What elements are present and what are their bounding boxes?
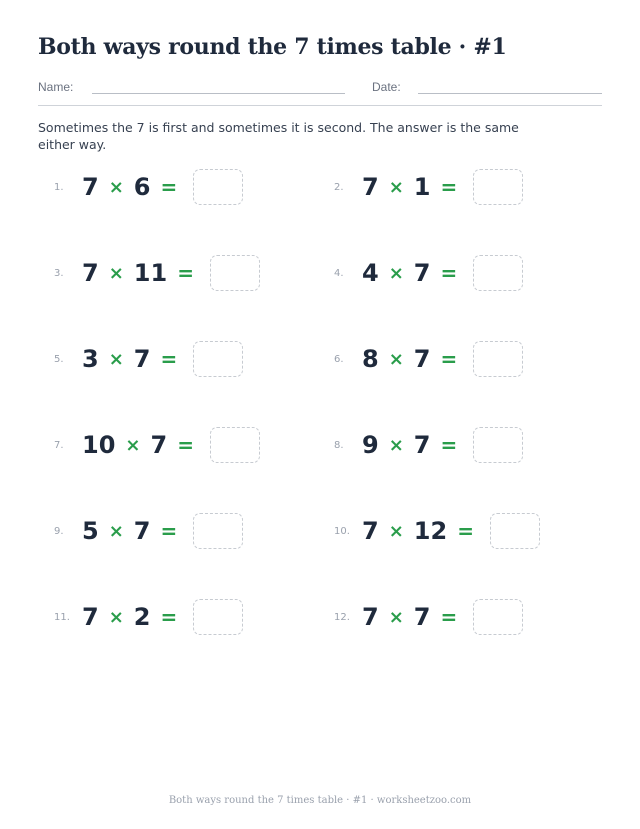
equals-sign: = (440, 433, 458, 457)
first-factor: 7 (82, 173, 99, 201)
answer-box[interactable] (193, 599, 243, 635)
times-sign: × (108, 262, 124, 284)
answer-box[interactable] (210, 427, 260, 463)
problem-item (334, 340, 523, 378)
second-factor: 12 (413, 517, 448, 545)
instructions: Sometimes the 7 is first and sometimes it is second. The answer is the same either way. (38, 120, 519, 152)
problem-number: 11. (54, 611, 70, 623)
problem-number: 10. (334, 525, 350, 537)
second-factor: 2 (133, 603, 151, 631)
times-sign: × (388, 262, 404, 284)
problem-item (54, 426, 260, 464)
times-sign: × (388, 176, 404, 198)
answer-box[interactable] (210, 255, 260, 291)
first-factor: 10 (82, 431, 116, 459)
equals-sign: = (177, 261, 194, 285)
second-factor: 7 (133, 345, 151, 373)
problem-item (54, 254, 260, 292)
second-factor: 11 (133, 259, 168, 287)
equals-sign: = (160, 175, 178, 199)
second-factor: 7 (150, 431, 168, 459)
equals-sign: = (440, 261, 458, 285)
first-factor: 7 (362, 603, 379, 631)
problem-item (54, 512, 243, 550)
times-sign: × (108, 606, 124, 628)
date-field[interactable] (418, 93, 602, 94)
first-factor: 4 (362, 259, 379, 287)
problem-number: 5. (54, 353, 64, 365)
name-field[interactable] (92, 93, 345, 94)
problem-number: 6. (334, 353, 344, 365)
name-label: Name: (38, 80, 74, 94)
problem-item (334, 254, 523, 292)
first-factor: 7 (82, 603, 99, 631)
second-factor: 7 (413, 431, 431, 459)
second-factor: 7 (413, 345, 431, 373)
answer-box[interactable] (473, 427, 523, 463)
times-sign: × (108, 176, 124, 198)
second-factor: 7 (133, 517, 151, 545)
page-footer: Both ways round the 7 times table · #1 · worksheetzoo.com (168, 795, 472, 806)
answer-box[interactable] (473, 169, 523, 205)
first-factor: 5 (82, 517, 99, 545)
equals-sign: = (177, 433, 194, 457)
first-factor: 7 (82, 259, 99, 287)
problem-item (334, 168, 523, 206)
problem-number: 3. (54, 267, 64, 279)
answer-box[interactable] (473, 341, 523, 377)
first-factor: 7 (362, 173, 379, 201)
equals-sign: = (160, 519, 178, 543)
first-factor: 7 (362, 517, 379, 545)
second-factor: 7 (413, 603, 431, 631)
times-sign: × (388, 434, 404, 456)
answer-box[interactable] (193, 169, 243, 205)
problem-number: 2. (334, 181, 344, 193)
times-sign: × (125, 434, 141, 456)
second-factor: 1 (413, 173, 431, 201)
problem-number: 8. (334, 439, 344, 451)
answer-box[interactable] (473, 599, 523, 635)
problem-number: 7. (54, 439, 64, 451)
first-factor: 3 (82, 345, 99, 373)
problem-number: 1. (54, 181, 64, 193)
answer-box[interactable] (490, 513, 540, 549)
problem-item (334, 598, 523, 636)
equals-sign: = (160, 605, 178, 629)
second-factor: 6 (133, 173, 151, 201)
answer-box[interactable] (473, 255, 523, 291)
header-divider (38, 105, 602, 106)
worksheet-title: Both ways round the 7 times table · #1 (38, 34, 507, 60)
answer-box[interactable] (193, 341, 243, 377)
problem-item (334, 426, 523, 464)
second-factor: 7 (413, 259, 431, 287)
times-sign: × (388, 606, 404, 628)
answer-box[interactable] (193, 513, 243, 549)
problem-item (54, 168, 243, 206)
times-sign: × (388, 348, 404, 370)
problem-item (54, 340, 243, 378)
equals-sign: = (160, 347, 178, 371)
first-factor: 8 (362, 345, 379, 373)
problem-number: 12. (334, 611, 350, 623)
problem-number: 9. (54, 525, 64, 537)
problem-number: 4. (334, 267, 344, 279)
date-label: Date: (372, 80, 401, 94)
equals-sign: = (457, 519, 474, 543)
problem-item (334, 512, 540, 550)
problem-item (54, 598, 243, 636)
first-factor: 9 (362, 431, 379, 459)
equals-sign: = (440, 605, 458, 629)
times-sign: × (108, 348, 124, 370)
times-sign: × (108, 520, 124, 542)
equals-sign: = (440, 347, 458, 371)
times-sign: × (388, 520, 404, 542)
equals-sign: = (440, 175, 458, 199)
